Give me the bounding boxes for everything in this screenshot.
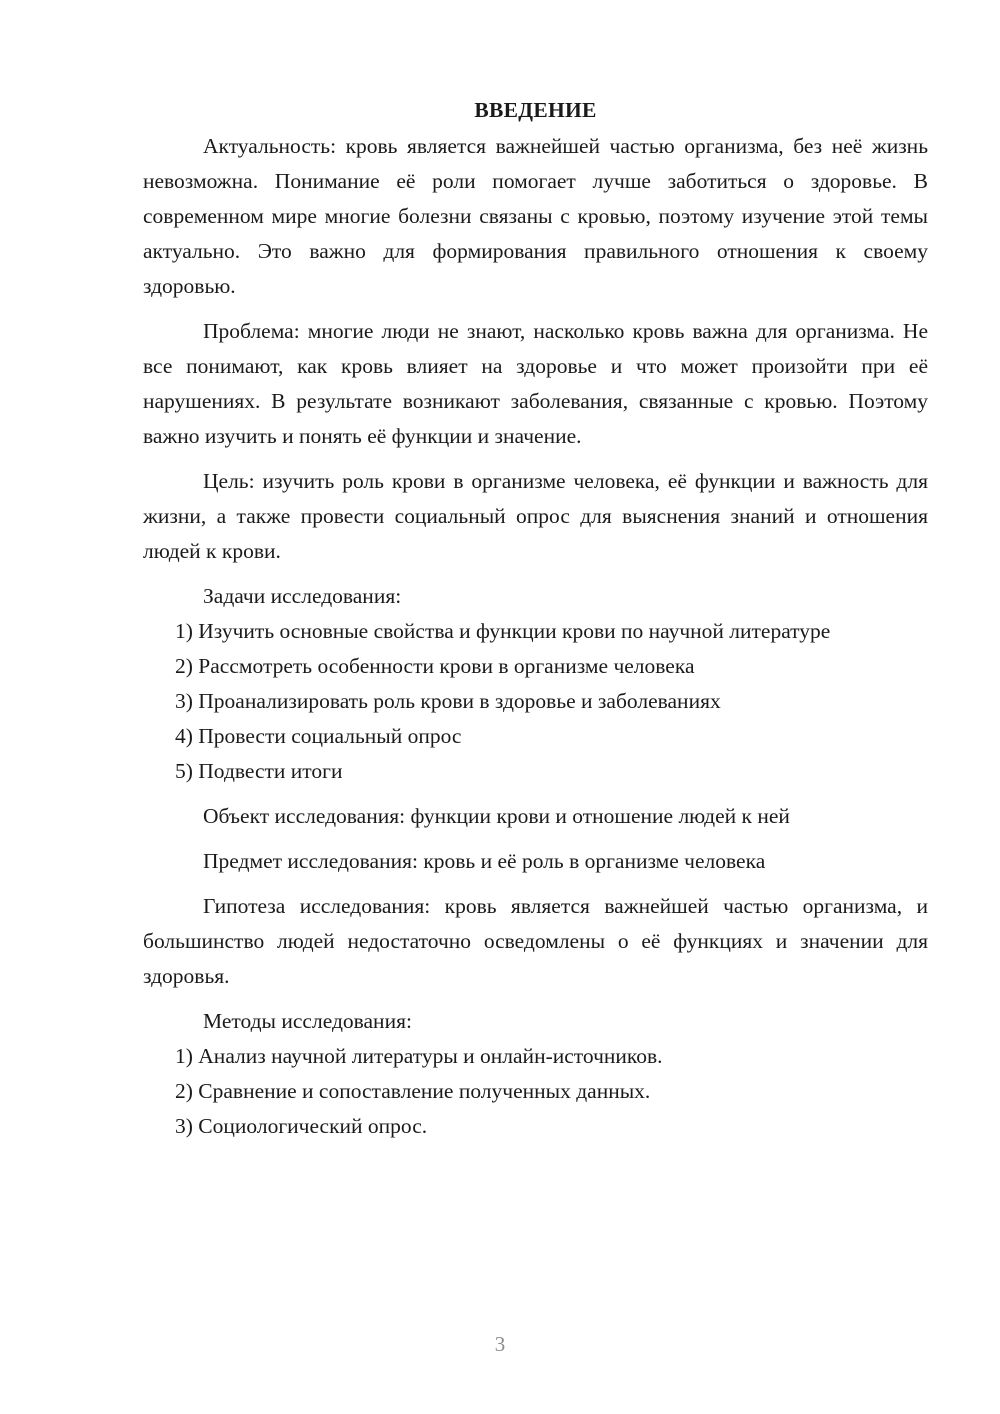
method-item: 1) Анализ научной литературы и онлайн-источников. bbox=[175, 1044, 663, 1068]
task-item: 5) Подвести итоги bbox=[175, 759, 343, 783]
method-item: 3) Социологический опрос. bbox=[175, 1114, 428, 1138]
tasks-heading: Задачи исследования: bbox=[203, 584, 402, 608]
section-heading: ВВЕДЕНИЕ bbox=[474, 98, 597, 122]
problem-paragraph: Проблема: многие люди не знают, насколько кровь важна для организма. Не все понимают, как кровь влияет на здоровье и что может произойти при её нарушениях. В результате возникают заболевания, связанные с кровью. Поэтому важно изучить и понять её функции и значение. bbox=[143, 319, 928, 448]
goal-paragraph: Цель: изучить роль крови в организме человека, её функции и важность для жизни, а также провести социальный опрос для выяснения знаний и отношения людей к крови. bbox=[143, 469, 928, 563]
task-item: 3) Проанализировать роль крови в здоровье и заболеваниях bbox=[175, 689, 721, 713]
document-page bbox=[143, 93, 928, 1144]
methods-heading: Методы исследования: bbox=[203, 1009, 412, 1033]
task-item: 2) Рассмотреть особенности крови в организме человека bbox=[175, 654, 695, 678]
task-item: 1) Изучить основные свойства и функции крови по научной литературе bbox=[175, 619, 831, 643]
subject-paragraph: Предмет исследования: кровь и её роль в организме человека bbox=[203, 849, 766, 873]
method-item: 2) Сравнение и сопоставление полученных данных. bbox=[175, 1079, 651, 1103]
task-item: 4) Провести социальный опрос bbox=[175, 724, 462, 748]
relevance-paragraph: Актуальность: кровь является важнейшей частью организма, без неё жизнь невозможна. Понимание её роли помогает лучше заботиться о здоровье. В современном мире многие болезни связаны с кровью, поэтому изучение этой темы актуально. Это важно для формирования правильного отношения к своему здоровью. bbox=[143, 134, 928, 298]
hypothesis-paragraph: Гипотеза исследования: кровь является важнейшей частью организма, и большинство людей недостаточно осведомлены о её функциях и значении для здоровья. bbox=[143, 894, 928, 988]
object-paragraph: Объект исследования: функции крови и отношение людей к ней bbox=[203, 804, 790, 828]
page-number: 3 bbox=[494, 1332, 506, 1356]
